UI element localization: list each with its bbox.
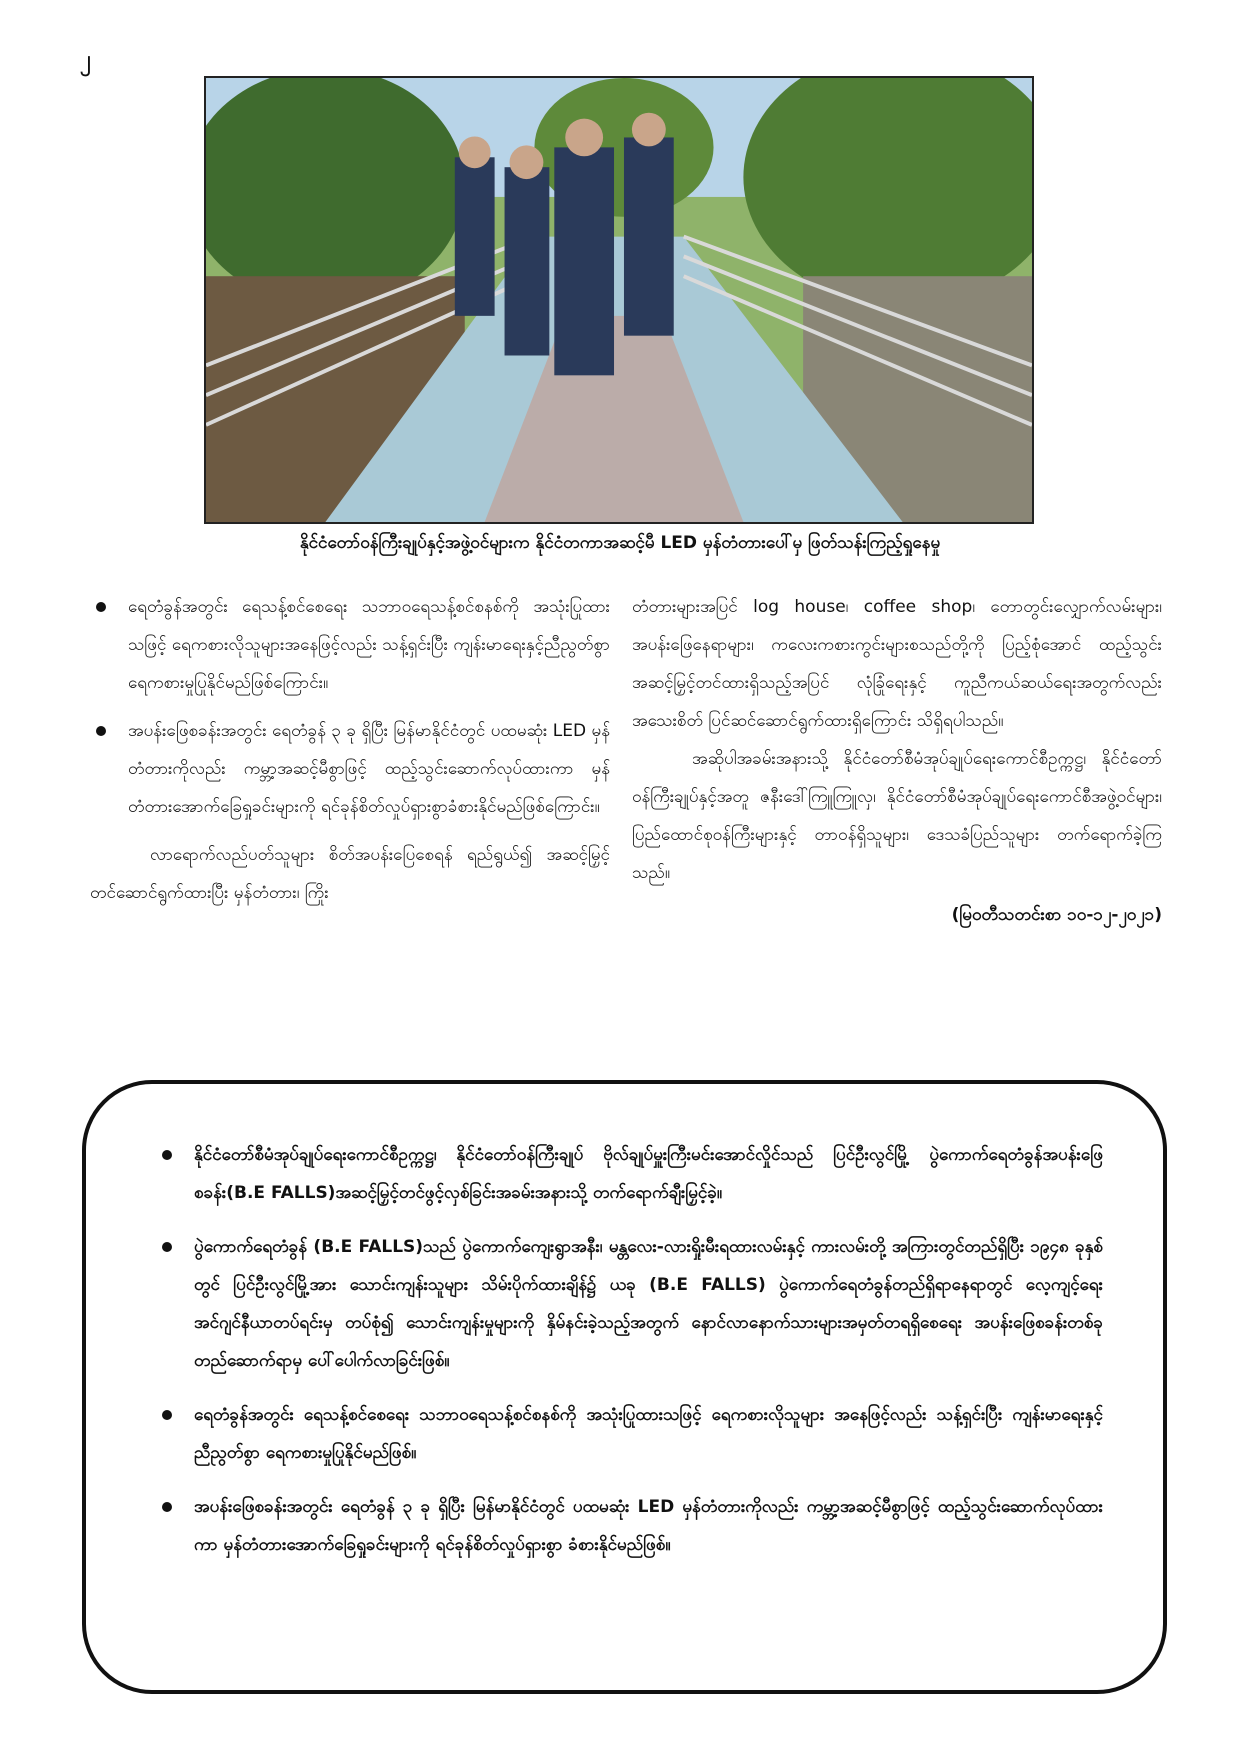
body-paragraph: အဆိုပါအခမ်းအနားသို့ နိုင်ငံတော်စီမံအုပ်ချုပ်ရေးကောင်စီဥက္ကဋ္ဌ၊ နိုင်ငံတော်ဝန်ကြီးချုပ်နှင့်အတူ ဇနီးဒေါ်ကြူကြူလှ၊ နိုင်ငံတော်စီမံအုပ်ချုပ်ရေးကောင်စီအဖွဲ့ဝင်များ၊ ပြည်ထောင်စုဝန်ကြီးများနှင့် တာဝန်ရှိသူများ၊ ဒေသခံပြည်သူများ တက်ရောက်ခဲ့ကြသည်။ (632, 749, 1162, 883)
list-item-text: ပွဲကောက်ရေတံခွန် (B.E FALLS)သည် ပွဲကောက်ကျေးရွာအနီး၊ မန္တလေး-လားရှိုးမီးရထားလမ်းနှင့် ကားလမ်းတို့ အကြားတွင်တည်ရှိပြီး ၁၉၄၈ ခုနှစ်တွင် ပြင်ဦးလွင်မြို့အား သောင်းကျန်းသူများ သိမ်းပိုက်ထားချိန်၌ ယခု (B.E FALLS) ပွဲကောက်ရေတံခွန်တည်ရှိရာနေရာတွင် လေ့ကျင့်ရေးအင်ဂျင်နီယာတပ်ရင်းမှ တပ်စုံ၍ သောင်းကျန်းမှုများကို နှိမ်နင်းခဲ့သည့်အတွက် နောင်လာနောက်သားများအမှတ်တရရှိစေရေး အပန်းဖြေစခန်းတစ်ခု တည်ဆောက်ရာမှ ပေါ်ပေါက်လာခြင်းဖြစ်။ (194, 1237, 1103, 1371)
photo-caption: နိုင်ငံတော်ဝန်ကြီးချုပ်နှင့်အဖွဲ့ဝင်များက နိုင်ငံတကာအဆင့်မီ LED မှန်တံတားပေါ်မှ ဖြတ်သန်းကြည့်ရှုနေမှု (299, 533, 941, 553)
source-citation: (မြဝတီသတင်းစာ ၁၀-၁၂-၂၀၂၁) (951, 905, 1162, 925)
bridge-photo (204, 76, 1034, 524)
right-column (632, 588, 1162, 934)
bullet-icon (162, 1150, 172, 1160)
list-item-text: ရေတံခွန်အတွင်း ရေသန့်စင်စေရေး သဘာဝရေသန့်စင်စနစ်ကို အသုံးပြုထားသဖြင့် ရေကစားလိုသူများအနေဖြင့်လည်း သန့်ရှင်းပြီး ကျန်းမာရေးနှင့်ညီညွတ်စွာ ရေကစားမှုပြုနိုင်မည်ဖြစ်ကြောင်း။ (128, 597, 610, 693)
list-item (90, 712, 610, 826)
list-item-text: အပန်းဖြေစခန်းအတွင်း ရေတံခွန် ၃ ခု ရှိပြီး မြန်မာနိုင်ငံတွင် ပထမဆုံး LED မှန်တံတားကိုလည်း ကမ္ဘာ့အဆင့်မီစွာဖြင့် ထည့်သွင်းဆောက်လုပ်ထားကာ မှန်တံတားအောက်ခြေရှုခင်းများကို ရင်ခုန်စိတ်လှုပ်ရှားစွာ ခံစားနိုင်မည်ဖြစ်။ (194, 1497, 1103, 1555)
bullet-icon (162, 1410, 172, 1420)
left-column (90, 588, 610, 912)
bullet-icon (96, 602, 106, 612)
list-item-text: နိုင်ငံတော်စီမံအုပ်ချုပ်ရေးကောင်စီဥက္ကဋ္ဌ၊ နိုင်ငံတော်ဝန်ကြီးချုပ် ဗိုလ်ချုပ်မှူးကြီးမင်းအောင်လှိုင်သည် ပြင်ဦးလွင်မြို့ ပွဲကောက်ရေတံခွန်အပန်းဖြေစခန်း(B.E FALLS)အဆင့်မြှင့်တင်ဖွင့်လှစ်ခြင်းအခမ်းအနားသို့ တက်ရောက်ချီးမြှင့်ခဲ့။ (194, 1145, 1103, 1203)
page-number: ၂ (80, 47, 91, 72)
list-item-text: ရေတံခွန်အတွင်း ရေသန့်စင်စေရေး သဘာဝရေသန့်စင်စနစ်ကို အသုံးပြုထားသဖြင့် ရေကစားလိုသူများ အနေဖြင့်လည်း သန့်ရှင်းပြီး ကျန်းမာရေးနှင့်ညီညွတ်စွာ ရေကစားမှုပြုနိုင်မည်ဖြစ်။ (194, 1405, 1103, 1463)
summary-box (82, 1080, 1167, 1694)
list-item (156, 1136, 1103, 1212)
list-item (156, 1488, 1103, 1564)
bullet-icon (162, 1242, 172, 1252)
list-item (90, 588, 610, 702)
body-paragraph: တံတားများအပြင် log house၊ coffee shop၊ တောတွင်းလျှောက်လမ်းများ၊ အပန်းဖြေနေရာများ၊ ကလေးကစားကွင်းများစသည်တို့ကို ပြည့်စုံအောင် ထည့်သွင်းအဆင့်မြှင့်တင်ထားရှိသည့်အပြင် လုံခြုံရေးနှင့် ကူညီကယ်ဆယ်ရေးအတွက်လည်း အသေးစိတ် ပြင်ဆင်ဆောင်ရွက်ထားရှိကြောင်း သိရှိရပါသည်။ (632, 597, 1162, 731)
list-item (156, 1396, 1103, 1472)
list-item (156, 1228, 1103, 1380)
list-item-text: အပန်းဖြေစခန်းအတွင်း ရေတံခွန် ၃ ခု ရှိပြီး မြန်မာနိုင်ငံတွင် ပထမဆုံး LED မှန်တံတားကိုလည်း ကမ္ဘာ့အဆင့်မီစွာဖြင့် ထည့်သွင်းဆောက်လုပ်ထားကာ မှန်တံတားအောက်ခြေရှုခင်းများကို ရင်ခုန်စိတ်လှုပ်ရှားစွာခံစားနိုင်မည်ဖြစ်ကြောင်း။ (128, 721, 610, 817)
bullet-icon (162, 1502, 172, 1512)
photo-icon (206, 78, 1032, 522)
bullet-icon (96, 726, 106, 736)
body-paragraph: လာရောက်လည်ပတ်သူများ စိတ်အပန်းပြေစေရန် ရည်ရွယ်၍ အဆင့်မြှင့်တင်ဆောင်ရွက်ထားပြီး မှန်တံတား၊ ကြိုး (90, 845, 610, 903)
